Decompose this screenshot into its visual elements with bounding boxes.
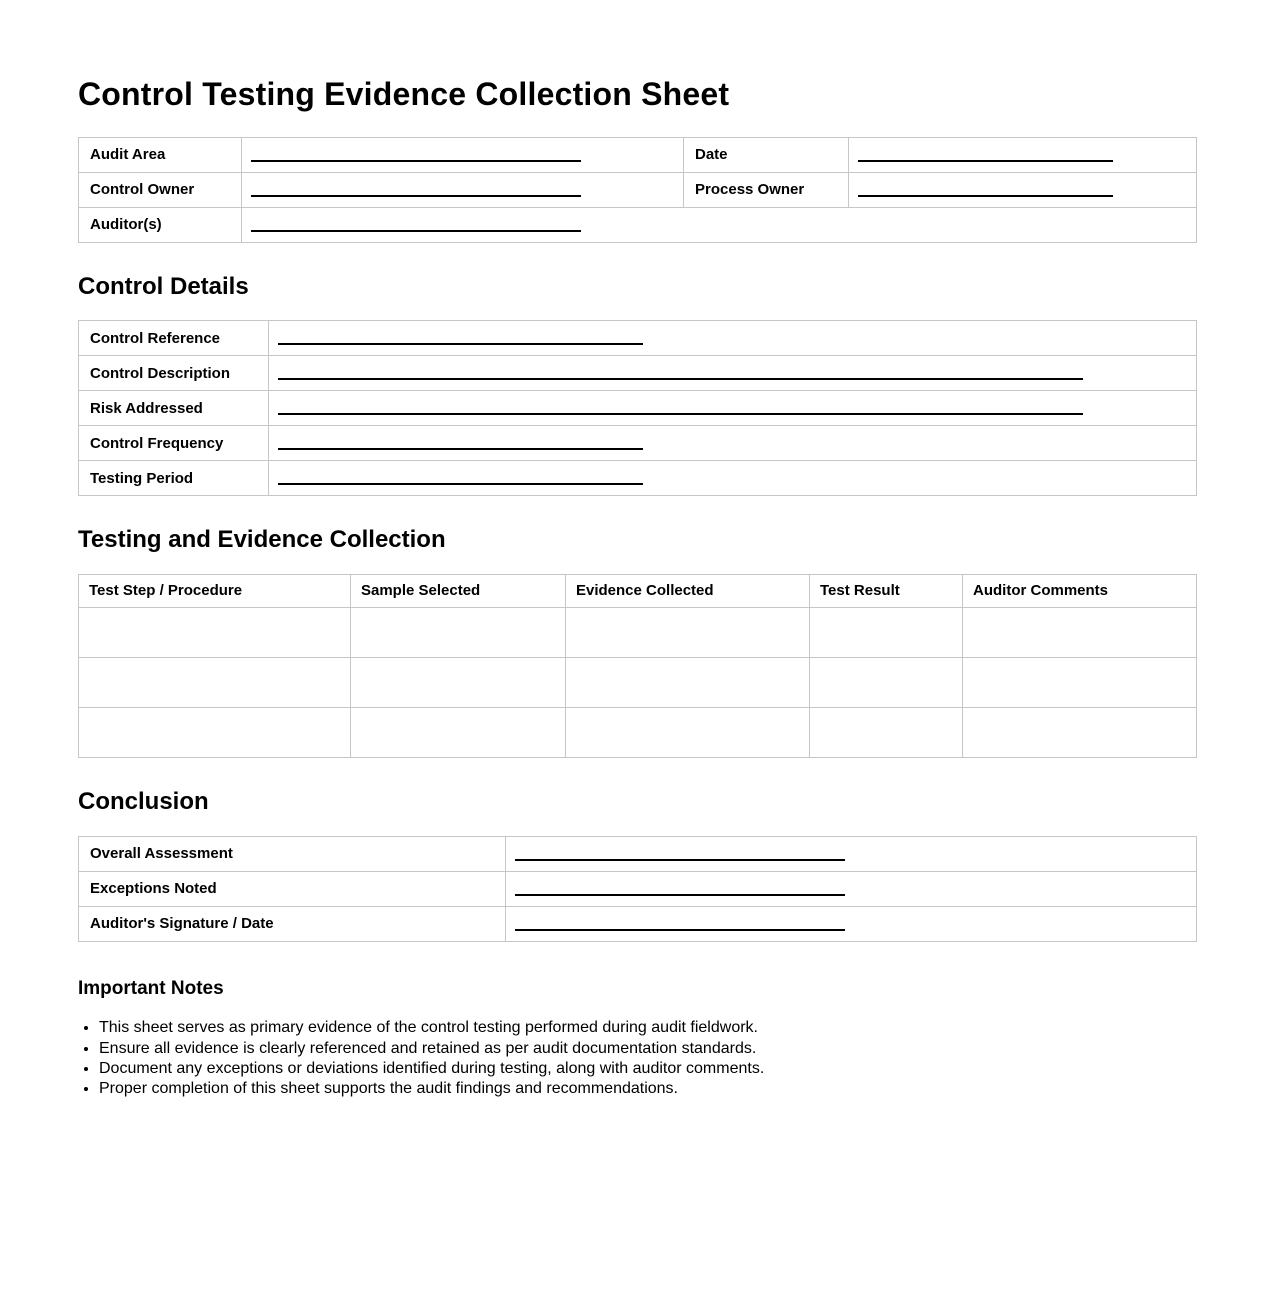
testing-evidence-table [78, 574, 1197, 758]
audit-area-label: Audit Area [79, 137, 242, 172]
empty-cell [79, 607, 351, 657]
table-row [79, 906, 1197, 941]
testing-period-field [269, 461, 1197, 496]
blank-line [858, 138, 1113, 162]
table-row [79, 137, 1197, 172]
overall-assessment-field [506, 836, 1197, 871]
col-header-auditor-comments: Auditor Comments [963, 574, 1197, 607]
control-owner-label: Control Owner [79, 172, 242, 207]
col-header-test-step: Test Step / Procedure [79, 574, 351, 607]
table-row [79, 836, 1197, 871]
blank-line [858, 173, 1113, 197]
control-owner-field [242, 172, 684, 207]
process-owner-label: Process Owner [684, 172, 849, 207]
risk-addressed-field [269, 391, 1197, 426]
control-frequency-label: Control Frequency [79, 426, 269, 461]
blank-line [251, 173, 581, 197]
blank-line [278, 391, 1083, 415]
empty-cell [351, 607, 566, 657]
table-row [79, 426, 1197, 461]
table-row [79, 172, 1197, 207]
auditors-field [242, 207, 1197, 242]
table-row [79, 356, 1197, 391]
control-frequency-field [269, 426, 1197, 461]
blank-line [251, 208, 581, 232]
empty-cell [351, 707, 566, 757]
empty-cell [351, 657, 566, 707]
date-label: Date [684, 137, 849, 172]
empty-cell [566, 657, 810, 707]
empty-cell [810, 607, 963, 657]
empty-cell [566, 707, 810, 757]
testing-section-heading: Testing and Evidence Collection [78, 526, 446, 554]
conclusion-heading: Conclusion [78, 787, 209, 815]
important-notes-list [78, 1019, 1196, 1098]
empty-cell [810, 657, 963, 707]
col-header-evidence-collected: Evidence Collected [566, 574, 810, 607]
empty-cell [79, 657, 351, 707]
note-item: • Document any exceptions or deviations identified during testing, along with auditor comments. [99, 1060, 1196, 1078]
date-field [849, 137, 1197, 172]
page-title: Control Testing Evidence Collection Sheet [78, 76, 730, 112]
note-item: • Proper completion of this sheet supports the audit findings and recommendations. [99, 1080, 1196, 1098]
col-header-sample-selected: Sample Selected [351, 574, 566, 607]
audit-area-field [242, 137, 684, 172]
blank-line [515, 837, 845, 861]
control-details-heading: Control Details [78, 272, 249, 300]
empty-cell [963, 607, 1197, 657]
control-reference-field [269, 321, 1197, 356]
auditor-signature-date-field [506, 906, 1197, 941]
auditors-label: Auditor(s) [79, 207, 242, 242]
important-notes-heading: Important Notes [78, 977, 224, 999]
empty-cell [79, 707, 351, 757]
exceptions-noted-field [506, 871, 1197, 906]
blank-line [278, 356, 1083, 380]
control-description-field [269, 356, 1197, 391]
overall-assessment-label: Overall Assessment [79, 836, 506, 871]
empty-cell [963, 657, 1197, 707]
table-row [79, 207, 1197, 242]
process-owner-field [849, 172, 1197, 207]
table-row [79, 707, 1197, 757]
table-row [79, 871, 1197, 906]
table-row [79, 607, 1197, 657]
exceptions-noted-label: Exceptions Noted [79, 871, 506, 906]
conclusion-table [78, 836, 1197, 942]
empty-cell [963, 707, 1197, 757]
blank-line [515, 872, 845, 896]
table-row [79, 657, 1197, 707]
table-row [79, 461, 1197, 496]
testing-period-label: Testing Period [79, 461, 269, 496]
table-header-row [79, 574, 1197, 607]
empty-cell [810, 707, 963, 757]
blank-line [251, 138, 581, 162]
control-description-label: Control Description [79, 356, 269, 391]
note-item: • Ensure all evidence is clearly referenced and retained as per audit documentation standards. [99, 1040, 1196, 1058]
empty-cell [566, 607, 810, 657]
auditor-signature-date-label: Auditor's Signature / Date [79, 906, 506, 941]
risk-addressed-label: Risk Addressed [79, 391, 269, 426]
blank-line [278, 426, 643, 450]
table-row [79, 321, 1197, 356]
audit-info-table [78, 137, 1197, 243]
table-row [79, 391, 1197, 426]
control-reference-label: Control Reference [79, 321, 269, 356]
note-item: • This sheet serves as primary evidence of the control testing performed during audit fieldwork. [99, 1019, 1196, 1037]
blank-line [278, 321, 643, 345]
control-details-table [78, 320, 1197, 496]
blank-line [278, 461, 643, 485]
col-header-test-result: Test Result [810, 574, 963, 607]
blank-line [515, 907, 845, 931]
